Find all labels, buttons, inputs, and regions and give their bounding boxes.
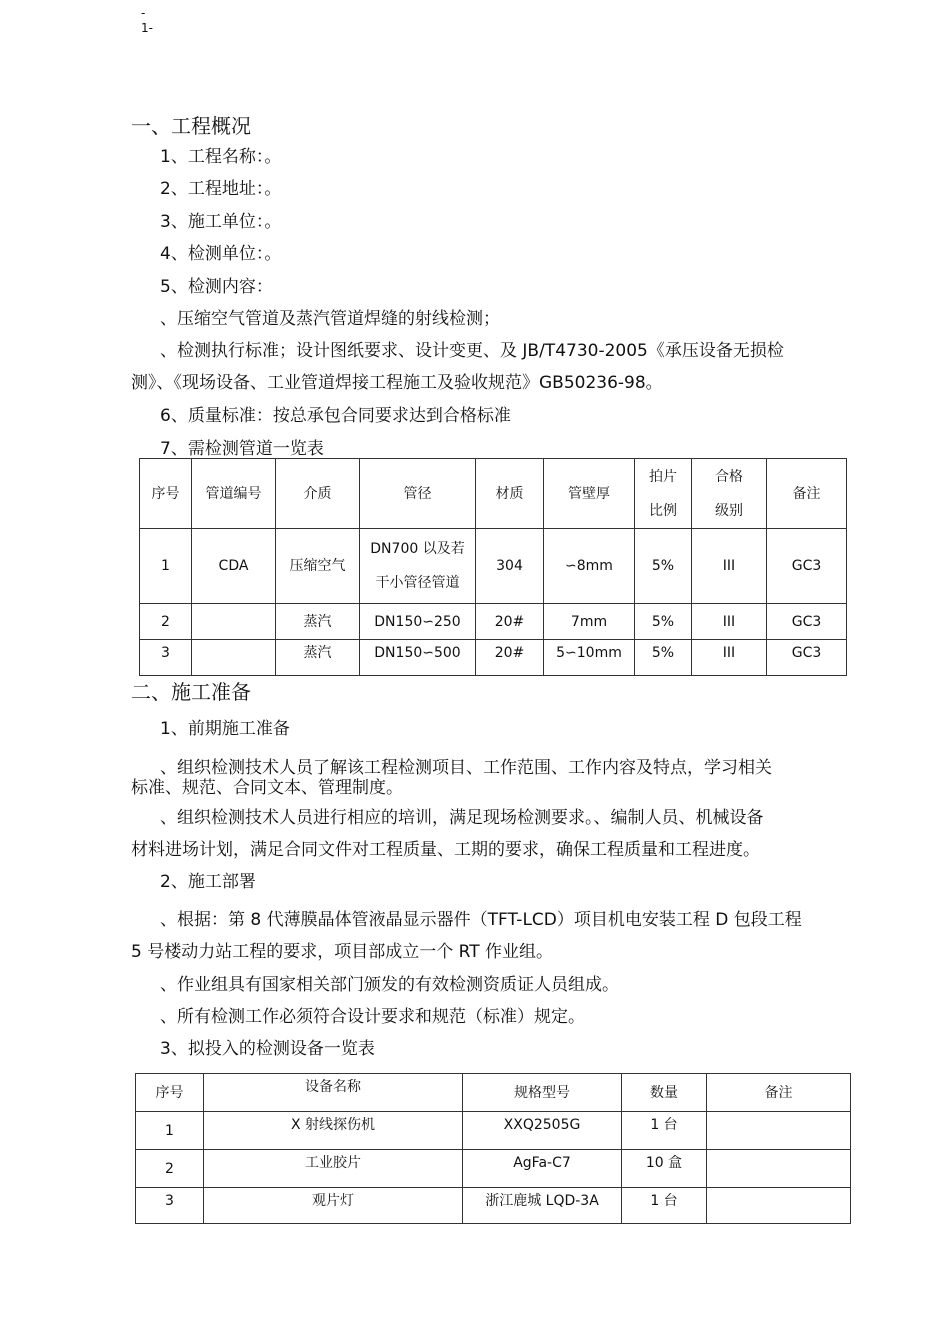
header-no: 序号 <box>140 459 192 529</box>
cell-code <box>192 640 276 676</box>
cell-diameter <box>360 529 476 604</box>
project-name: 1、工程名称：。 <box>160 147 282 167</box>
equipment-table <box>135 1073 851 1224</box>
table-header-row <box>140 459 847 529</box>
cell-medium: 蒸汽 <box>276 640 360 676</box>
cell-name: 观片灯 <box>204 1188 463 1224</box>
header-code: 管道编号 <box>192 459 276 529</box>
table-row <box>140 529 847 604</box>
header-diameter: 管径 <box>360 459 476 529</box>
inspection-standard-line1: 、检测执行标准；设计图纸要求、设计变更、及 JB/T4730-2005《承压设备无损检 <box>160 341 784 361</box>
prep-item2-line2: 材料进场计划，满足合同文件对工程质量、工期的要求，确保工程质量和工程进度。 <box>131 840 760 860</box>
cell-ratio: 5% <box>635 604 692 640</box>
deployment-item2: 、作业组具有国家相关部门颁发的有效检测资质证人员组成。 <box>160 975 619 995</box>
prep-item2-line1: 、组织检测技术人员进行相应的培训，满足现场检测要求。、编制人员、机械设备 <box>160 808 764 828</box>
cell-model: 浙江鹿城 LQD-3A <box>463 1188 622 1224</box>
table-header-row <box>136 1074 851 1112</box>
cell-no: 2 <box>140 604 192 640</box>
table-row <box>140 640 847 676</box>
inspection-content: 5、检测内容： <box>160 277 273 297</box>
header-medium: 介质 <box>276 459 360 529</box>
cell-remark <box>707 1150 851 1188</box>
cell-grade: III <box>692 529 767 604</box>
header-grade-line2: 级别 <box>715 502 743 519</box>
cell-grade: III <box>692 640 767 676</box>
header-material: 材质 <box>476 459 544 529</box>
cell-medium: 蒸汽 <box>276 604 360 640</box>
cell-code: CDA <box>192 529 276 604</box>
page-number: 1- <box>141 21 153 35</box>
pipe-table <box>139 458 847 676</box>
header-qty: 数量 <box>622 1074 707 1112</box>
cell-wall: 5∽10mm <box>544 640 635 676</box>
cell-diameter: DN150∽500 <box>360 640 476 676</box>
cell-model: XXQ2505G <box>463 1112 622 1150</box>
cell-grade: III <box>692 604 767 640</box>
header-wall: 管壁厚 <box>544 459 635 529</box>
cell-remark: GC3 <box>767 529 847 604</box>
cell-model: AgFa-C7 <box>463 1150 622 1188</box>
early-preparation: 1、前期施工准备 <box>160 719 290 739</box>
cell-material: 20# <box>476 640 544 676</box>
header-ratio-line1: 拍片 <box>649 468 677 485</box>
header-no: 序号 <box>136 1074 204 1112</box>
header-remark: 备注 <box>707 1074 851 1112</box>
cell-code <box>192 604 276 640</box>
cell-qty: 1 台 <box>622 1112 707 1150</box>
pipe-table-caption: 7、需检测管道一览表 <box>160 439 324 459</box>
cell-ratio: 5% <box>635 529 692 604</box>
prep-item1-line2: 标准、规范、合同文本、管理制度。 <box>131 778 403 798</box>
cell-no: 1 <box>140 529 192 604</box>
cell-no: 1 <box>136 1112 204 1150</box>
header-ratio <box>635 459 692 529</box>
header-ratio-line2: 比例 <box>649 502 677 519</box>
cell-wall: 7mm <box>544 604 635 640</box>
table-row <box>140 604 847 640</box>
section-title-preparation: 二、施工准备 <box>131 680 251 704</box>
table-row <box>136 1112 851 1150</box>
project-address: 2、工程地址：。 <box>160 179 282 199</box>
construction-unit: 3、施工单位：。 <box>160 212 282 232</box>
deployment-item3: 、所有检测工作必须符合设计要求和规范（标准）规定。 <box>160 1007 585 1027</box>
header-model: 规格型号 <box>463 1074 622 1112</box>
deployment-item1-line2: 5 号楼动力站工程的要求，项目部成立一个 RT 作业组。 <box>131 942 553 962</box>
cell-qty: 10 盒 <box>622 1150 707 1188</box>
header-grade <box>692 459 767 529</box>
cell-name: 工业胶片 <box>204 1150 463 1188</box>
cell-material: 304 <box>476 529 544 604</box>
construction-deployment: 2、施工部署 <box>160 872 256 892</box>
cell-no: 3 <box>140 640 192 676</box>
cell-remark: GC3 <box>767 604 847 640</box>
page-marker-dash: - <box>141 6 146 20</box>
cell-remark <box>707 1112 851 1150</box>
section-title-overview: 一、工程概况 <box>131 114 251 138</box>
inspection-standard-line2: 测》、《现场设备、工业管道焊接工程施工及验收规范》GB50236-98。 <box>131 373 663 393</box>
table-row <box>136 1188 851 1224</box>
cell-wall: ∽8mm <box>544 529 635 604</box>
header-grade-line1: 合格 <box>715 468 743 485</box>
inspection-unit: 4、检测单位：。 <box>160 244 282 264</box>
cell-no: 3 <box>136 1188 204 1224</box>
cell-diameter: DN150∽250 <box>360 604 476 640</box>
cell-ratio: 5% <box>635 640 692 676</box>
cell-medium: 压缩空气 <box>276 529 360 604</box>
header-remark: 备注 <box>767 459 847 529</box>
cell-diameter-line1: DN700 以及若 <box>370 541 465 557</box>
cell-remark <box>707 1188 851 1224</box>
cell-qty: 1 台 <box>622 1188 707 1224</box>
table-row <box>136 1150 851 1188</box>
cell-diameter-line2: 干小管径管道 <box>375 575 460 591</box>
cell-name: X 射线探伤机 <box>204 1112 463 1150</box>
inspection-item: 、压缩空气管道及蒸汽管道焊缝的射线检测； <box>160 309 500 329</box>
quality-standard: 6、质量标准：按总承包合同要求达到合格标准 <box>160 406 511 426</box>
equipment-table-caption: 3、拟投入的检测设备一览表 <box>160 1039 375 1059</box>
cell-remark: GC3 <box>767 640 847 676</box>
cell-material: 20# <box>476 604 544 640</box>
prep-item1-line1: 、组织检测技术人员了解该工程检测项目、工作范围、工作内容及特点，学习相关 <box>160 758 772 778</box>
deployment-item1-line1: 、根据：第 8 代薄膜晶体管液晶显示器件（TFT-LCD）项目机电安装工程 D 包段工程 <box>160 910 802 930</box>
header-name: 设备名称 <box>204 1074 463 1112</box>
cell-no: 2 <box>136 1150 204 1188</box>
